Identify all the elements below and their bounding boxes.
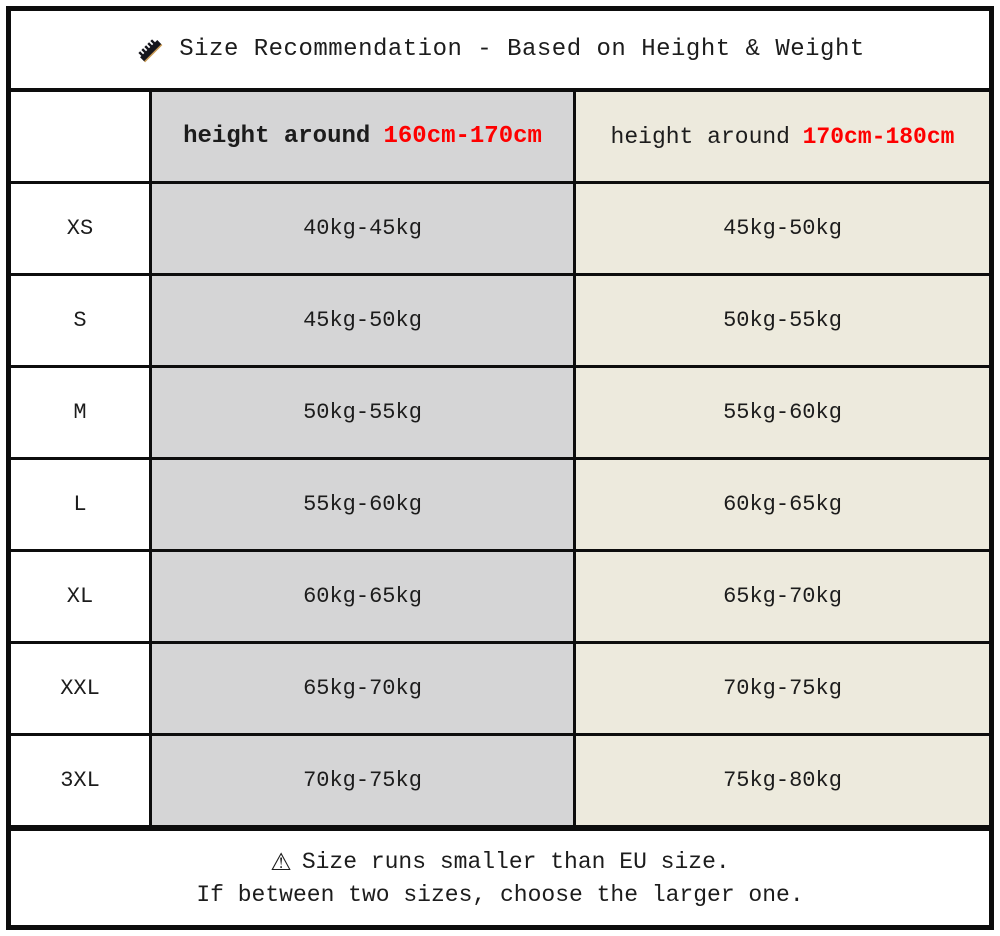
size-label: S bbox=[11, 276, 152, 365]
size-chart-frame bbox=[6, 6, 994, 930]
weight-160-170: 40kg-45kg bbox=[152, 184, 576, 273]
weight-160-170: 60kg-65kg bbox=[152, 552, 576, 641]
table-header-row bbox=[11, 92, 989, 184]
size-label: XS bbox=[11, 184, 152, 273]
table-row bbox=[11, 736, 989, 825]
weight-170-180: 75kg-80kg bbox=[576, 736, 989, 825]
header-prefix: height around bbox=[610, 123, 790, 150]
table-row bbox=[11, 644, 989, 736]
weight-170-180: 45kg-50kg bbox=[576, 184, 989, 273]
table-row bbox=[11, 368, 989, 460]
title-row bbox=[11, 11, 989, 92]
header-range: 160cm-170cm bbox=[383, 123, 542, 150]
header-col-170-180 bbox=[576, 92, 989, 181]
weight-170-180: 65kg-70kg bbox=[576, 552, 989, 641]
weight-170-180: 55kg-60kg bbox=[576, 368, 989, 457]
weight-170-180: 70kg-75kg bbox=[576, 644, 989, 733]
footer-text-2: If between two sizes, choose the larger one. bbox=[196, 882, 804, 908]
header-range: 170cm-180cm bbox=[802, 123, 955, 150]
weight-170-180: 50kg-55kg bbox=[576, 276, 989, 365]
header-size-column bbox=[11, 92, 152, 181]
footer-line-1 bbox=[270, 848, 729, 876]
table-row bbox=[11, 460, 989, 552]
footer-text-1: Size runs smaller than EU size. bbox=[301, 849, 730, 875]
size-label: XL bbox=[11, 552, 152, 641]
footer-note bbox=[11, 825, 989, 925]
weight-160-170: 45kg-50kg bbox=[152, 276, 576, 365]
size-label: 3XL bbox=[11, 736, 152, 825]
weight-170-180: 60kg-65kg bbox=[576, 460, 989, 549]
footer-line-2 bbox=[196, 882, 803, 908]
size-label: L bbox=[11, 460, 152, 549]
header-col-160-170 bbox=[152, 92, 576, 181]
weight-160-170: 70kg-75kg bbox=[152, 736, 576, 825]
warning-icon: ⚠ bbox=[270, 848, 292, 876]
weight-160-170: 55kg-60kg bbox=[152, 460, 576, 549]
ruler-icon bbox=[135, 35, 165, 65]
table-row bbox=[11, 552, 989, 644]
header-prefix: height around bbox=[183, 123, 371, 150]
page-title: Size Recommendation - Based on Height & Weight bbox=[179, 36, 865, 63]
table-row bbox=[11, 184, 989, 276]
weight-160-170: 65kg-70kg bbox=[152, 644, 576, 733]
weight-160-170: 50kg-55kg bbox=[152, 368, 576, 457]
size-label: XXL bbox=[11, 644, 152, 733]
size-label: M bbox=[11, 368, 152, 457]
table-row bbox=[11, 276, 989, 368]
